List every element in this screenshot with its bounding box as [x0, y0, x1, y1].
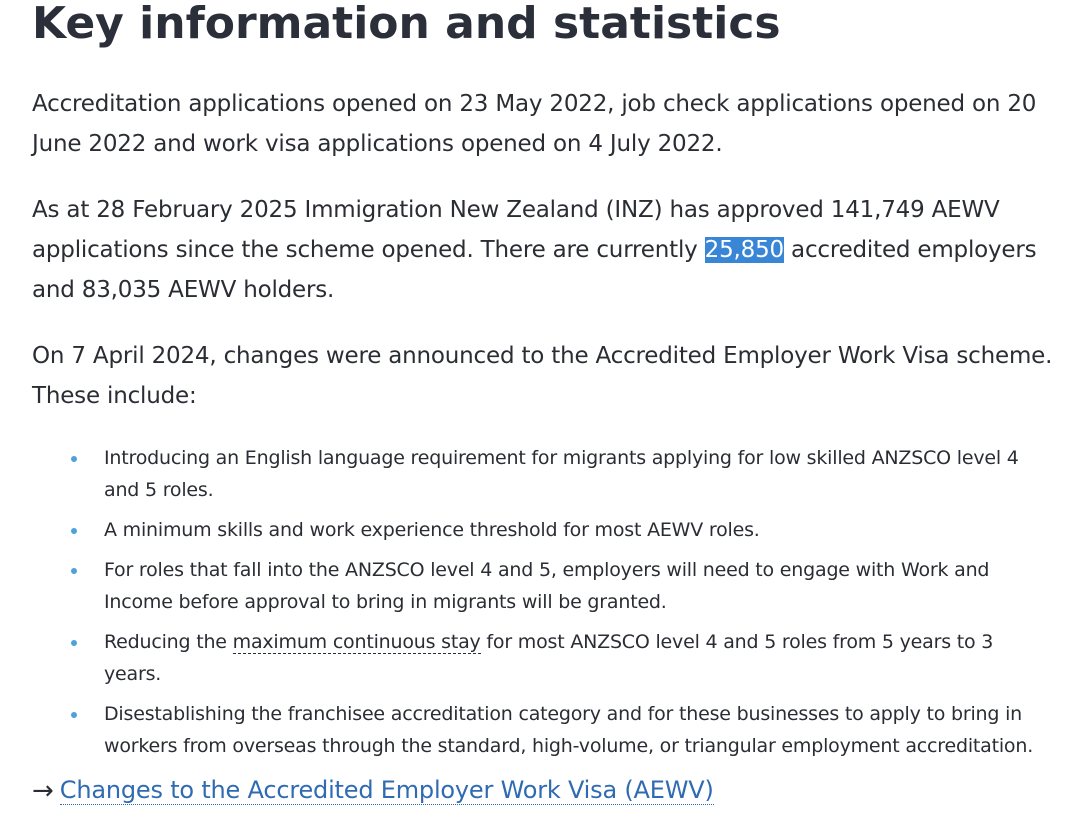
list-item	[66, 698, 1056, 762]
list-item	[66, 442, 1056, 506]
list-item-text: Disestablishing the franchisee accreditation category and for these businesses to apply to bring in workers from overseas through the standard, high-volume, or triangular employment accreditation.	[104, 703, 1034, 757]
aewv-changes-link[interactable]: Changes to the Accredited Employer Work Visa (AEWV)	[59, 776, 714, 804]
aewv-changes-link-row	[32, 770, 714, 811]
statistics-text-after: accredited employers and 83,035 AEWV holders.	[32, 237, 1037, 303]
page-title: Key information and statistics	[32, 0, 781, 49]
statistics-text-before: As at 28 February 2025 Immigration New Zealand (INZ) has approved 141,749 AEWV applications since the scheme opened. There are currently	[32, 197, 1000, 263]
changes-list	[66, 442, 1056, 770]
intro-paragraph: Accreditation applications opened on 23 May 2022, job check applications opened on 20 June 2022 and work visa applications opened on 4 July 2022.	[32, 91, 1037, 157]
bullet-dot-icon	[71, 528, 77, 534]
list-item-text: Introducing an English language requirement for migrants applying for low skilled ANZSCO level 4 and 5 roles.	[104, 447, 1019, 501]
list-item-text	[104, 631, 993, 685]
bullet-dot-icon	[71, 456, 77, 462]
list-item-text-before: Reducing the	[104, 631, 233, 653]
bullet-dot-icon	[71, 712, 77, 718]
list-item	[66, 554, 1056, 618]
changes-paragraph: On 7 April 2024, changes were announced to the Accredited Employer Work Visa scheme. These include:	[32, 343, 1053, 409]
list-item-text: For roles that fall into the ANZSCO level 4 and 5, employers will need to engage with Work and Income before approval to bring in migrants will be granted.	[104, 559, 990, 613]
list-item-text: A minimum skills and work experience threshold for most AEWV roles.	[104, 519, 760, 541]
glossary-term-maximum-continuous-stay[interactable]: maximum continuous stay	[232, 631, 481, 653]
bullet-dot-icon	[71, 568, 77, 574]
list-item	[66, 514, 1056, 546]
bullet-dot-icon	[71, 640, 77, 646]
arrow-right-icon: →	[32, 776, 54, 806]
statistics-paragraph	[32, 190, 1062, 310]
selected-text-highlight: 25,850	[704, 237, 784, 263]
list-item	[66, 626, 1056, 690]
list-item-text-after: for most ANZSCO level 4 and 5 roles from 5 years to 3 years.	[104, 631, 994, 685]
